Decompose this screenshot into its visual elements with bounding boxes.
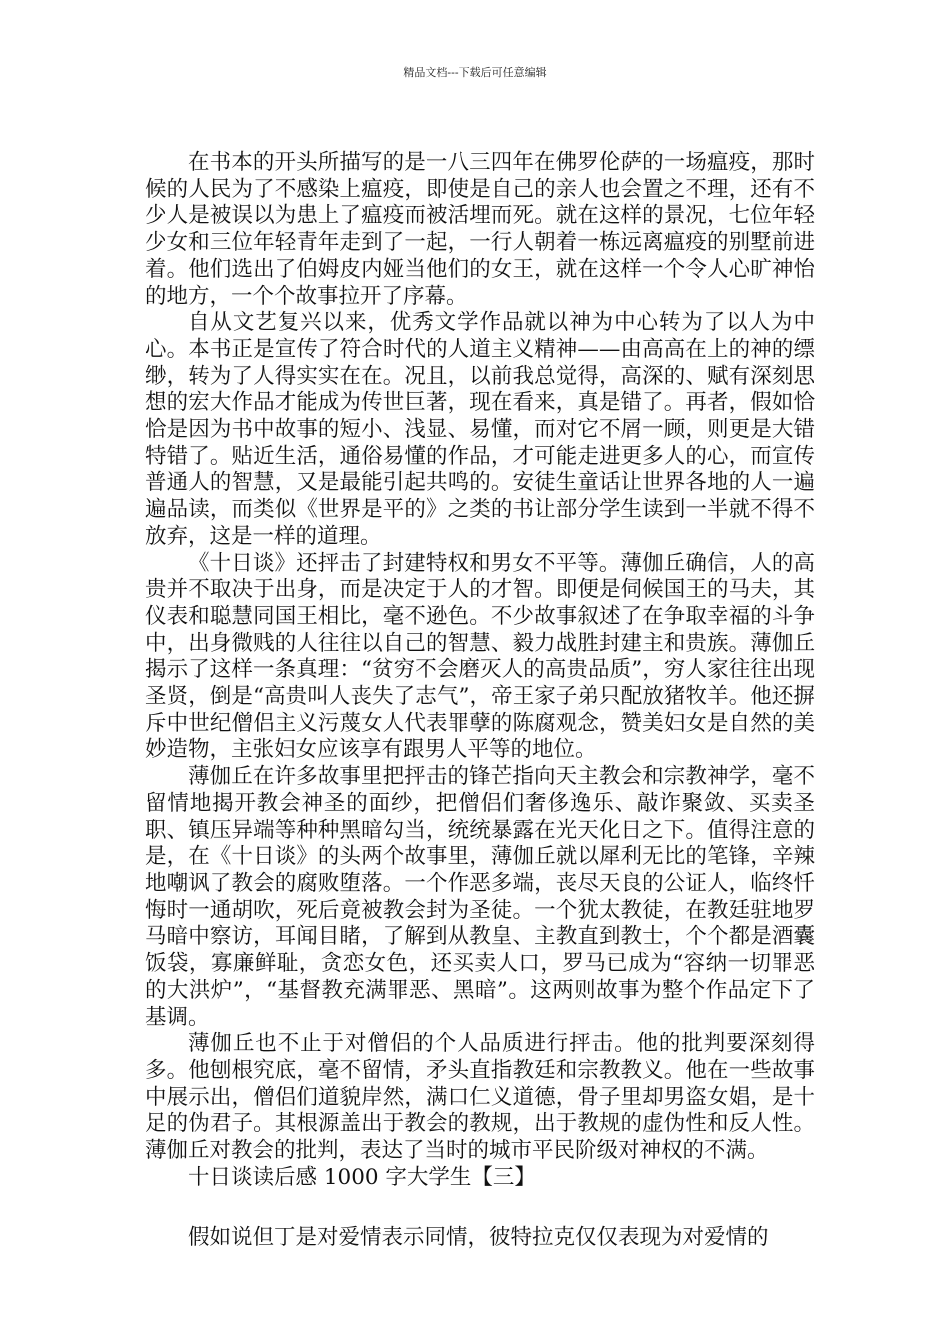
paragraph-church-criticism: 薄伽丘在许多故事里把抨击的锋芒指向天主教会和宗教神学，毫不留情地揭开教会神圣的面纱，把僧侣们奢侈逸乐、敲诈聚敛、买卖圣职、镇压异端等种种黑暗勾当，统统暴露在光天化日之下。值得注意的是，在《十日谈》的头两个故事里，薄伽丘就以犀利无比的笔锋，辛辣地嘲讽了教会的腐败堕落。一个作恶多端，丧尽天良的公证人，临终忏悔时一通胡吹，死后竟被教会封为圣徒。一个犹太教徒，在教廷驻地罗马暗中察访，耳闻目睹，了解到从教皇、主教直到教士，个个都是酒囊饭袋，寡廉鲜耻，贪恋女色，还买卖人口，罗马已成为“容纳一切罪恶的大洪炉”，“基督教充满罪恶、黑暗”。这两则故事为整个作品定下了基调。 — [145, 764, 815, 1030]
page-header: 精品文档---下载后可任意编辑 — [403, 66, 547, 79]
paragraph-clergy-hypocrisy: 薄伽丘也不止于对僧侣的个人品质进行抨击。他的批判要深刻得多。他刨根究底，毫不留情，矛头直指教廷和宗教教义。他在一些故事中展示出，僧侣们道貌岸然，满口仁义道德，骨子里却男盗女娼，是十足的伪君子。其根源盖出于教会的教规，出于教规的虚伪性和反人性。薄伽丘对教会的批判，表达了当时的城市平民阶级对神权的不满。 — [145, 1031, 815, 1164]
section-spacer — [145, 1191, 815, 1225]
document-body — [145, 150, 815, 1252]
paragraph-feudal-privilege: 《十日谈》还抨击了封建特权和男女不平等。薄伽丘确信，人的高贵并不取决于出身，而是决定于人的才智。即便是伺候国王的马夫，其仪表和聪慧同国王相比，毫不逊色。不少故事叙述了在争取幸福的斗争中，出身微贱的人往往以自己的智慧、毅力战胜封建主和贵族。薄伽丘揭示了这样一条真理：“贫穷不会磨灭人的高贵品质”，穷人家往往出现圣贤，倒是“高贵叫人丧失了志气”，帝王家子弟只配放猪牧羊。他还摒斥中世纪僧侣主义污蔑女人代表罪孽的陈腐观念，赞美妇女是自然的美妙造物，主张妇女应该享有跟男人平等的地位。 — [145, 550, 815, 763]
paragraph-plague-opening: 在书本的开头所描写的是一八三四年在佛罗伦萨的一场瘟疫，那时候的人民为了不感染上瘟疫，即使是自己的亲人也会置之不理，还有不少人是被误以为患上了瘟疫而被活埋而死。就在这样的景况，七位年轻少女和三位年轻青年走到了一起，一行人朝着一栋远离瘟疫的别墅前进着。他们选出了伯姆皮内娅当他们的女王，就在这样一个令人心旷神怡的地方，一个个故事拉开了序幕。 — [145, 150, 815, 309]
paragraph-dante-petrarch: 假如说但丁是对爱情表示同情，彼特拉克仅仅表现为对爱情的 — [188, 1225, 769, 1251]
paragraph-renaissance-humanism: 自从文艺复兴以来，优秀文学作品就以神为中心转为了以人为中心。本书正是宣传了符合时代的人道主义精神——由高高在上的神的缥缈，转为了人得实实在在。况且，以前我总觉得，高深的、赋有深刻思想的宏大作品才能成为传世巨著，现在看来，真是错了。再者，假如恰恰是因为书中故事的短小、浅显、易懂，而对它不屑一顾，则更是大错特错了。贴近生活，通俗易懂的作品，才可能走进更多人的心，而宣传普通人的智慧，又是最能引起共鸣的。安徒生童话让世界各地的人一遍遍品读，而类似《世界是平的》之类的书让部分学生读到一半就不得不放弃，这是一样的道理。 — [145, 310, 815, 549]
section-heading: 十日谈读后感 1000 字大学生【三】 — [188, 1164, 536, 1190]
